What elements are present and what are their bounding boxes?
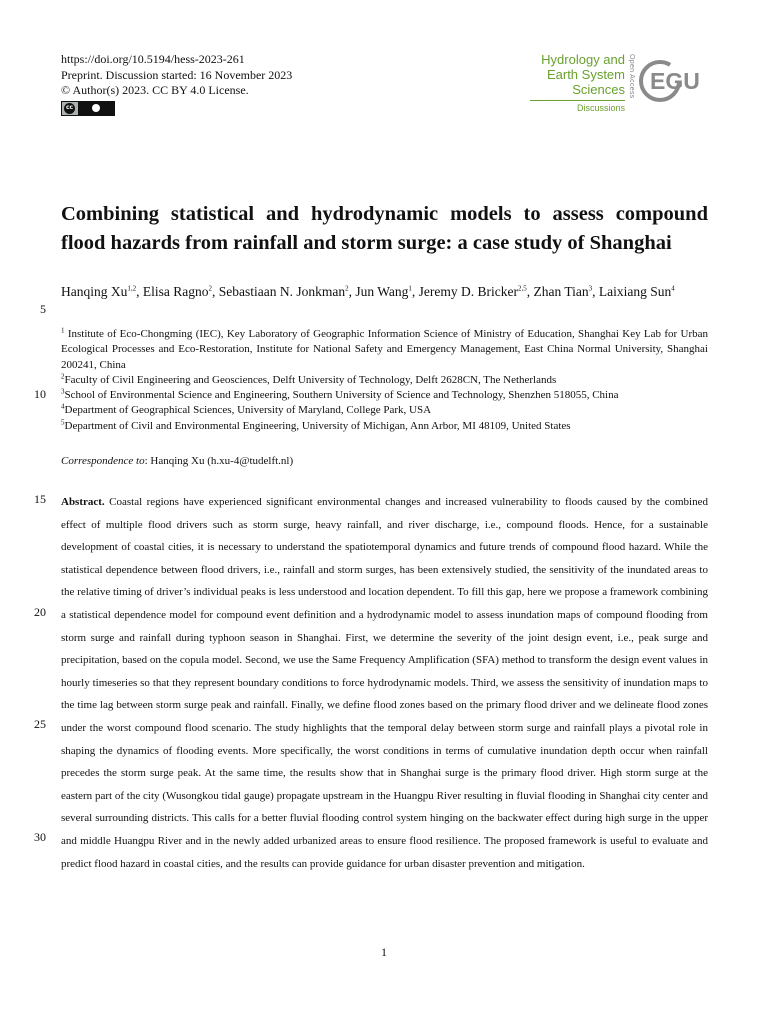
author-name: Jun Wang [355, 284, 409, 299]
line-number: 20 [34, 605, 46, 619]
author-name: Jeremy D. Bricker [418, 284, 518, 299]
author-name: Laixiang Sun [598, 284, 672, 299]
affiliation-1: $^1$ Institute of Eco-Chongming (IEC), Key Laboratory of Geographic Information Science of Ministry of Education, Shanghai Key Lab for Urban Ecological Processes and Eco-Restoration, Institute for National Safety and Emergency Management, East China Normal University, Shanghai 200241, China [61, 326, 708, 371]
journal-logo [525, 52, 625, 114]
abstract [61, 491, 708, 875]
paper-title: Combining statistical and hydrodynamic models to assess compound flood hazards from rainfall and storm surge: a case study of Shanghai [61, 203, 708, 254]
abstract-label: Abstract. [61, 496, 105, 508]
egu-logo-text: EGU [650, 68, 700, 94]
preprint-date: Preprint. Discussion started: 16 November 2023 [61, 67, 293, 82]
line-number: 15 [34, 492, 46, 506]
correspondence [61, 454, 293, 469]
egu-logo-icon [638, 55, 708, 107]
abstract-text: Coastal regions have experienced significant environmental changes and increased vulnerability to floods caused by the combined effect of multiple flood drivers such as storm surge, heavy rainfall, and river discharge, i.e., compound floods. Hence, for a sustainable development of coastal cities, it is necessary to understand the spatiotemporal dynamics and future trends of compound flood hazard. While the statistical dependence between flood drivers, i.e., rainfall and storm surges, has been extensively studied, the sensitivity of the inundated areas to the relative timing of driver’s individual peaks is less understood and location dependent. To fill this gap, here we propose a framework combining a statistical dependence model for compound event definition and a hydrodynamic model to assess inundation maps of compound flooding from storm surge and rainfall during typhoon season in Shanghai. First, we determine the severity of the joint design event, i.e., peak surge and precipitation, based on the copula model. Second, we use the Same Frequency Amplification (SFA) method to transform the design event values in hourly timeseries so that they represent boundary conditions to force hydrodynamic models. Third, we assess the sensitivity of inundation maps to the time lag between storm surge peak and rainfall. Finally, we define flood zones based on the primary flood driver and we delineate flood zones under the worst compound flood scenario. The study highlights that the temporal delay between storm surge and rainfall plays a pivotal role in shaping the dynamics of flooding events. More specifically, the worst conditions in terms of cumulative inundation depth occur when rainfall precedes the storm surge peak. At the same time, the results show that in Shanghai surge is the primary flood driver. High storm surge at the eastern part of the city (Wusongkou tidal gauge) propagate upstream in the Huangpu River resulting in fluvial flooding in Shanghai city center and several surrounding districts. This calls for a better fluvial flooding control system hinging on the backwater effect during high surge in the upper and middle Huangpu River and in the newly added urbanized areas to ensure flood resilience. The proposed framework is useful to evaluate and predict flood hazard in coastal cities, and the results can provide guidance for urban disaster prevention and mitigation. [61, 496, 708, 870]
cc-icon: cc [64, 103, 75, 114]
author-name: Elisa Ragno [142, 284, 209, 299]
journal-name-line-3: Sciences [572, 82, 625, 97]
line-number: 30 [34, 830, 46, 844]
affiliation-2: $^2$Faculty of Civil Engineering and Geosciences, Delft University of Technology, Delft 2628CN, The Netherlands [61, 372, 557, 386]
doi-link[interactable]: https://doi.org/10.5194/hess-2023-261 [61, 52, 245, 66]
by-icon [78, 102, 114, 115]
copyright-line: © Author(s) 2023. CC BY 4.0 License. [61, 83, 249, 97]
page-number: 1 [381, 945, 387, 959]
line-number: 25 [34, 717, 46, 731]
affiliation-3: $^3$School of Environmental Science and Engineering, Southern University of Science and Technology, Shenzhen 518055, China [61, 387, 619, 402]
cc-by-license-badge[interactable] [61, 101, 115, 116]
preprint-header [61, 52, 292, 116]
affiliations [61, 327, 708, 434]
line-number: 10 [34, 387, 46, 401]
correspondence-email[interactable]: : Hanqing Xu (h.xu-4@tudelft.nl) [144, 455, 294, 467]
line-number: 5 [40, 302, 46, 316]
affiliation-5: $^5$Department of Civil and Environmental Engineering, University of Michigan, Ann Arbor, MI 48109, United States [61, 418, 571, 432]
journal-discussions-label: Discussions [576, 103, 625, 113]
journal-divider [530, 100, 625, 101]
author-name: Zhan Tian [533, 284, 589, 299]
open-access-label: Open Access [628, 54, 635, 99]
author-name: Sebastiaan N. Jonkman [218, 284, 346, 299]
author-name: Hanqing Xu [61, 284, 128, 299]
journal-name-line-1: Hydrology and [541, 52, 625, 67]
affiliation-4: $^4$Department of Geographical Sciences, University of Maryland, College Park, USA [61, 402, 432, 417]
journal-name-line-2: Earth System [546, 67, 625, 82]
correspondence-label: Correspondence to [61, 455, 145, 467]
author-list: Hanqing Xu$^{1,2}$, Elisa Ragno$^2$, Sebastiaan N. Jonkman$^2$, Jun Wang$^1$, Jeremy D. Bricker$^{2,5}$, Zhan Tian$^3$, Laixiang Sun$^4$ [61, 284, 675, 299]
